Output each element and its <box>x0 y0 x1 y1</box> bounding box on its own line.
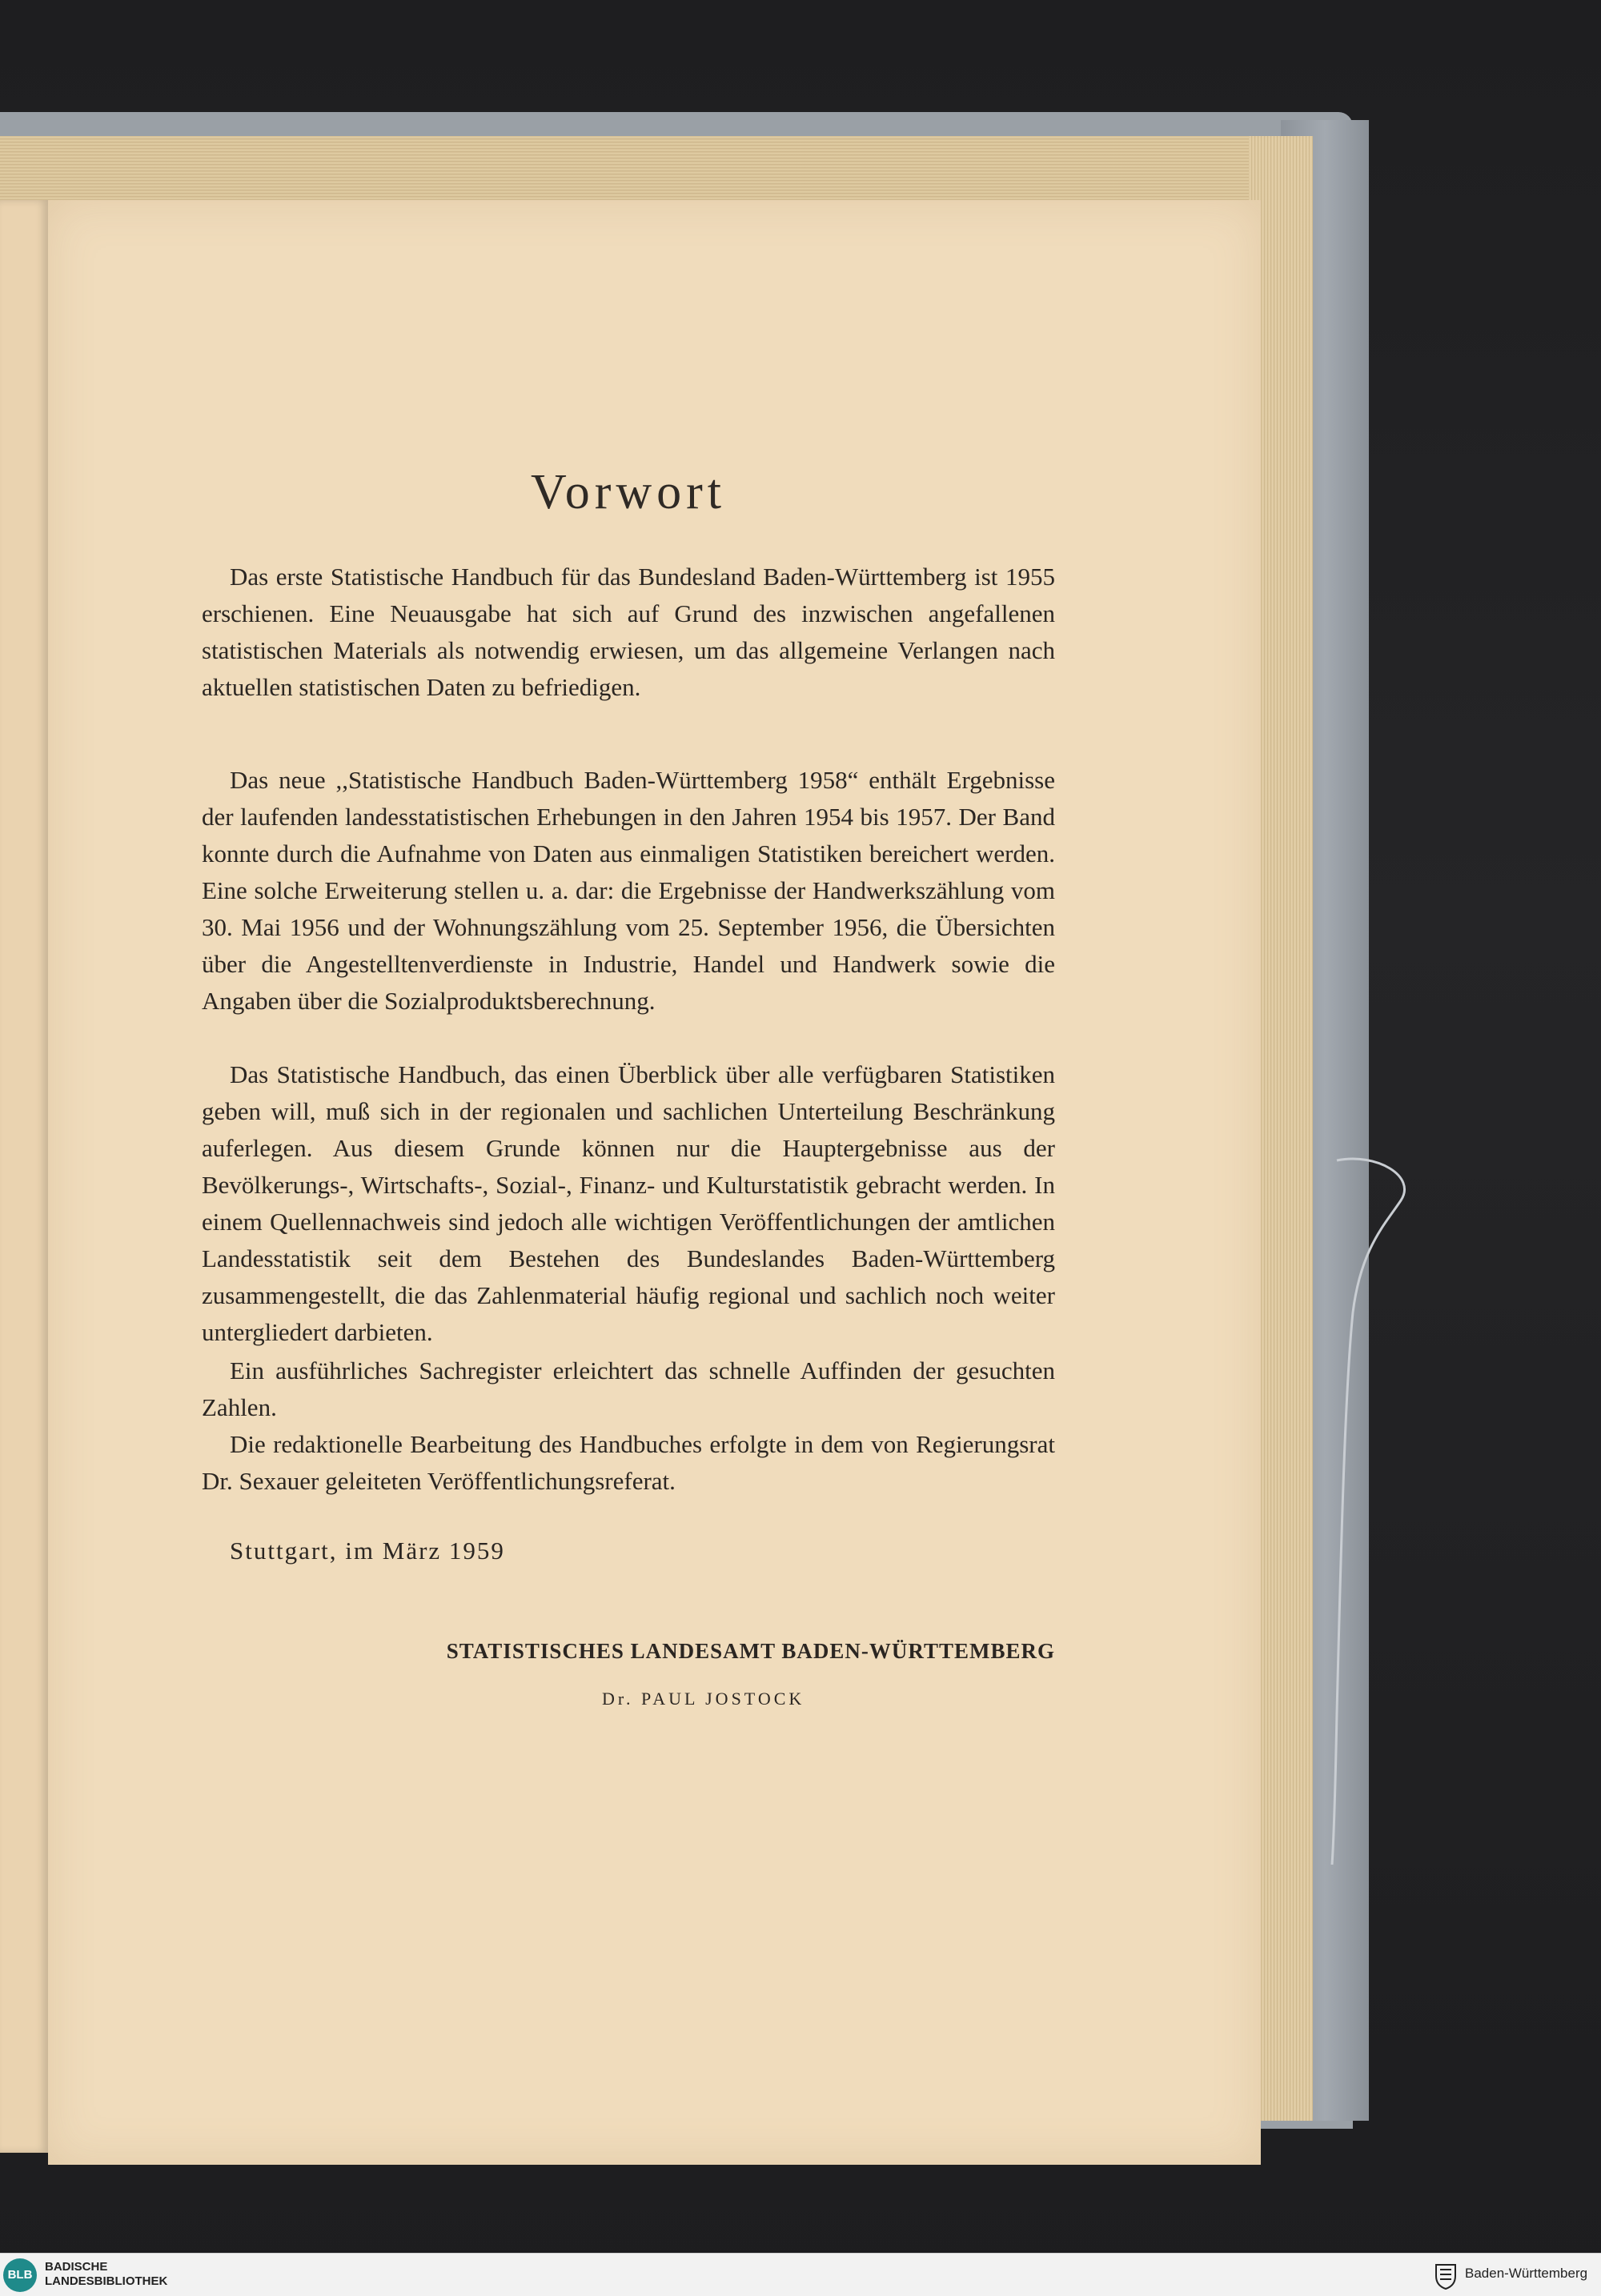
blb-name-line2: LANDESBIBLIOTHEK <box>45 2274 168 2288</box>
signature-name: Dr. PAUL JOSTOCK <box>602 1689 805 1709</box>
page-title: Vorwort <box>530 465 727 519</box>
paragraph-4: Ein ausführliches Sachregister erleichtert das schnelle Auffinden der gesuchten Zahlen. <box>202 1356 1055 1421</box>
book-page <box>48 200 1261 2165</box>
place-date: Stuttgart, im März 1959 <box>230 1537 505 1565</box>
baden-wuerttemberg-label[interactable]: Baden-Württemberg <box>1465 2266 1588 2281</box>
blb-name-line1: BADISCHE <box>45 2260 108 2274</box>
previous-page-edge <box>0 200 48 2153</box>
paragraph-3: Das Statistische Handbuch, das einen Überblick über alle verfügbaren Statistiken geben will, muß sich in der regionalen und sachlichen Unterteilung Beschränkung auferlegen. Aus diesem Grunde können nur die Hauptergebnisse aus der Bevölkerungs-, Wirtschafts-, Sozial-, Finanz- und Kulturstatistik gebracht werden. In einem Quellennachweis sind jedoch alle wichtigen Veröffentlichungen der amtlichen Landesstatistik seit dem Bestehen des Bundeslandes Baden-Württemberg zusammengestellt, die das Zahlenmaterial häufig regional und sachlich noch weiter untergliedert darbieten. <box>202 1060 1055 1346</box>
page-stack-top <box>0 136 1281 200</box>
viewer-footer <box>0 2253 1601 2296</box>
paragraph-2: Das neue ,,Statistische Handbuch Baden-Württemberg 1958“ enthält Ergebnisse der laufenden landesstatistischen Erhebungen in den Jahren 1954 bis 1957. Der Band konnte durch die Aufnahme von Daten aus einmaligen Statistiken bereichert werden. Eine solche Erweiterung stellen u. a. dar: die Ergebnisse der Handwerkszählung vom 30. Mai 1956 und der Wohnungszählung vom 25. September 1956, die Übersichten über die Angestelltenverdienste in Industrie, Handel und Handwerk sowie die Angaben über die Sozialproduktsberechnung. <box>202 766 1055 1015</box>
baden-wuerttemberg-crest-icon[interactable] <box>1433 2260 1459 2290</box>
blb-name[interactable] <box>45 2260 167 2289</box>
signature-organization: STATISTISCHES LANDESAMT BADEN-WÜRTTEMBERG <box>446 1639 1055 1663</box>
paragraph-1: Das erste Statistische Handbuch für das Bundesland Baden-Württemberg ist 1955 erschienen. Eine Neuausgabe hat sich auf Grund des inzwischen angefallenen statistischen Materials als notwendig erwiesen, um das allgemeine Verlangen nach aktuellen statistischen Daten zu befriedigen. <box>202 563 1055 701</box>
blb-logo-icon[interactable]: BLB <box>3 2258 37 2292</box>
paragraph-5: Die redaktionelle Bearbeitung des Handbuches erfolgte in dem von Regierungsrat Dr. Sexauer geleiteten Veröffentlichungsreferat. <box>202 1430 1055 1495</box>
loose-thread <box>1329 1152 1425 1873</box>
